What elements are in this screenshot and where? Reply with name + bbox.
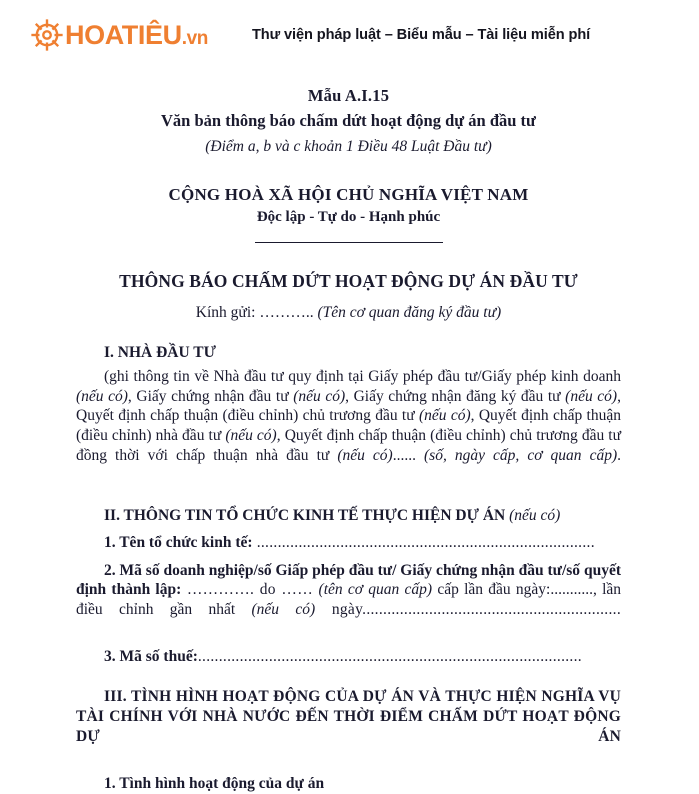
s1-note-6: (nếu có): [337, 446, 393, 464]
s1-text-e: , Giấy chứng nhận đăng ký đầu tư: [345, 387, 566, 405]
s1-note-4: (nếu có): [418, 407, 471, 425]
brand-tld: .vn: [181, 27, 208, 49]
s2-item3-label: 3. Mã số thuế:: [104, 648, 198, 666]
section-1-heading: I. NHÀ ĐẦU TƯ: [104, 344, 216, 361]
s2-item1-dots: .................................................................................: [252, 534, 595, 552]
s2-item2-text-3: ngày..............................................................: [315, 601, 621, 619]
addressee-note: (Tên cơ quan đăng ký đầu tư): [317, 304, 502, 321]
s1-text-c: , Giấy chứng nhận đầu tư: [127, 387, 294, 405]
s1-text-i: , Quyết định chấp thuận (điều chỉnh) nhà đầu tư: [76, 407, 621, 445]
s1-note-7: (số, ngày cấp, cơ quan cấp): [424, 446, 618, 464]
form-legal-reference: (Điểm a, b và c khoản 1 Điều 48 Luật Đầu tư): [205, 138, 492, 155]
section-3-item-1: [76, 774, 621, 794]
s1-note-5: (nếu có): [225, 427, 277, 445]
section-2-item-1: [76, 533, 621, 553]
section-3-heading: III. TÌNH HÌNH HOẠT ĐỘNG CỦA DỰ ÁN VÀ THỰC HIỆN NGHĨA VỤ TÀI CHÍNH VỚI NHÀ NƯỚC ĐẾN THỜI ĐIỂM CHẤM DỨT HOẠT ĐỘNG DỰ ÁN: [76, 688, 621, 745]
section-2-item-2: [76, 561, 621, 640]
s2-item2-dots-1: …………. do ……: [181, 581, 319, 599]
addressee-dots: ………..: [259, 304, 314, 321]
page-title: THÔNG BÁO CHẤM DỨT HOẠT ĐỘNG DỰ ÁN ĐẦU TƯ: [119, 271, 578, 291]
form-title: Văn bản thông báo chấm dứt hoạt động dự án đầu tư: [161, 111, 536, 130]
document-body: [0, 86, 699, 794]
national-heading: CỘNG HOÀ XÃ HỘI CHỦ NGHĨA VIỆT NAM: [168, 185, 529, 204]
section-2-heading: [76, 507, 621, 525]
s2-item2-note-1: (tên cơ quan cấp): [318, 581, 433, 599]
s1-note-1: (nếu có): [76, 387, 128, 405]
s1-text-g: , Quyết định chấp thuận (điều chỉnh) chủ trương đầu tư: [76, 387, 621, 425]
s1-note-2: (nếu có): [293, 387, 346, 405]
s2-item2-note-2: (nếu có): [251, 601, 316, 619]
s1-note-3: (nếu có): [565, 387, 618, 405]
addressee-line: [76, 304, 621, 322]
s1-text-m: ......: [392, 446, 425, 464]
site-header: [0, 0, 699, 70]
motto-divider: [255, 242, 443, 243]
section-2-item-3: [76, 647, 621, 667]
s1-text-k: , Quyết định chấp thuận (điều chỉnh) chủ trương đầu tư đồng thời với chấp thuận nhà đầu tư: [76, 427, 621, 464]
section-1-paragraph: [76, 367, 621, 485]
s2-item2-label: 2. Mã số doanh nghiệp/số Giấp phép đầu tư/ Giấy chứng nhận đầu tư/số quyết định thành lập:: [76, 561, 621, 599]
ship-wheel-icon: [30, 18, 64, 52]
s2-heading-note: (nếu có): [509, 507, 561, 525]
s1-text-a: (ghi thông tin về Nhà đầu tư quy định tại Giấy phép đầu tư/Giấy phép kinh doanh: [104, 368, 621, 385]
form-code: Mẫu A.I.15: [307, 86, 390, 105]
site-logo[interactable]: [30, 18, 208, 52]
s2-item1-label: 1. Tên tổ chức kinh tế:: [104, 534, 253, 552]
site-tagline: Thư viện pháp luật – Biểu mẫu – Tài liệu miễn phí: [251, 27, 591, 43]
brand-name: HOATIÊU: [65, 19, 182, 50]
s3-item1-label: 1. Tình hình hoạt động của dự án: [104, 775, 325, 793]
motto-divider-wrap: [76, 230, 621, 248]
national-motto: Độc lập - Tự do - Hạnh phúc: [256, 209, 441, 225]
s1-text-o: .: [617, 446, 622, 464]
addressee-label: Kính gửi:: [195, 304, 256, 321]
s2-item3-dots: ............................................................................................: [197, 648, 582, 666]
s2-heading-main: II. THÔNG TIN TỔ CHỨC KINH TẾ THỰC HIỆN DỰ ÁN: [104, 507, 510, 525]
s2-item2-text-2: cấp lần đầu ngày:..........., lần điều chỉnh gần nhất: [76, 581, 622, 619]
brand-wordmark: [65, 19, 208, 50]
